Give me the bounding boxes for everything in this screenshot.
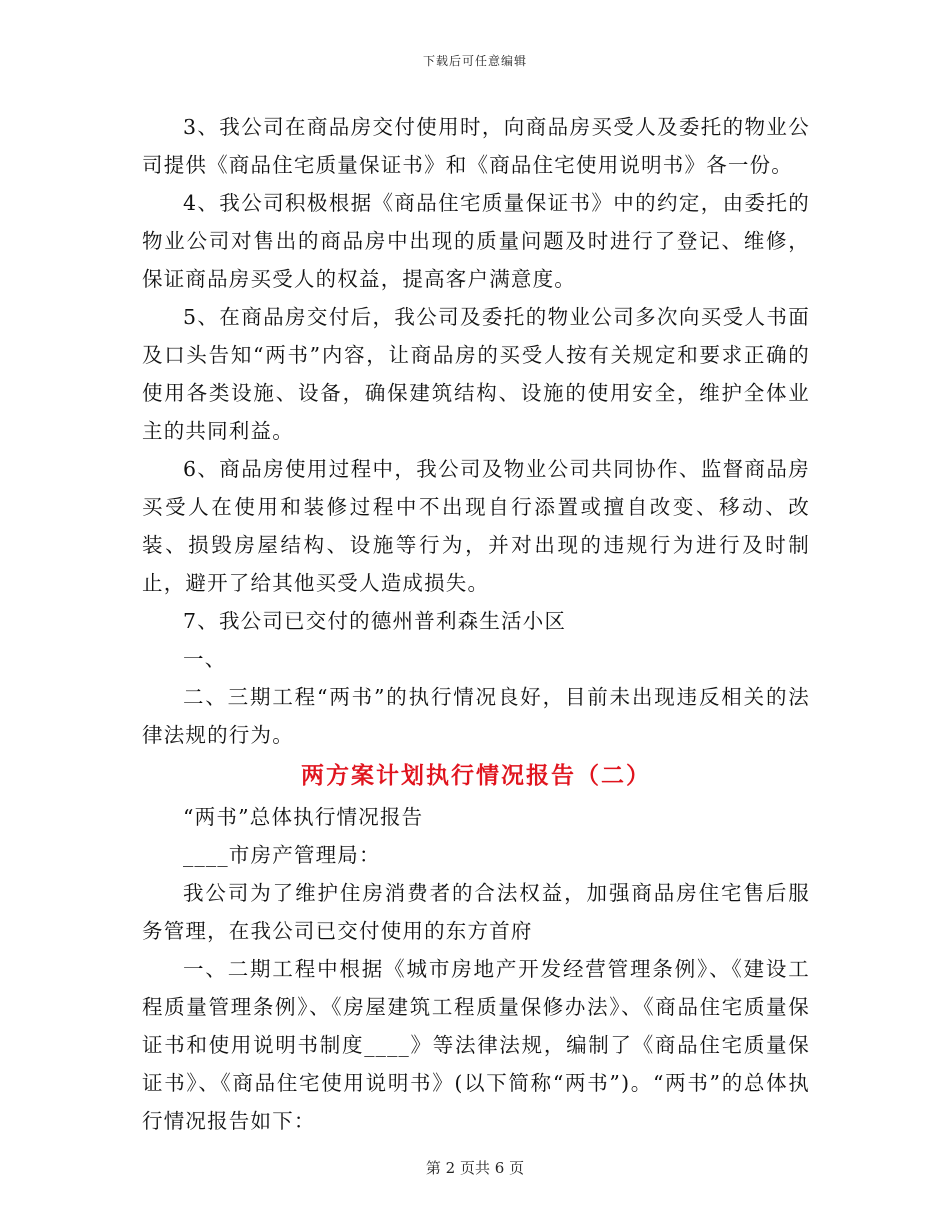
report-intro: 我公司为了维护住房消费者的合法权益，加强商品房住宅售后服务管理，在我公司已交付使用的东方首府: [142, 881, 810, 943]
report-addressee: ____市房产管理局：: [183, 843, 381, 867]
page-header: 下载后可任意编辑: [422, 54, 527, 68]
section-title: 两方案计划执行情况报告（二）: [301, 762, 651, 789]
paragraph-section-one: 一、: [183, 647, 227, 671]
report-body: 一、二期工程中根据《城市房地产开发经营管理条例》、《建设工程质量管理条例》、《房屋建筑工程质量保修办法》、《商品住宅质量保证书和使用说明书制度____》等法律法规，编制了《商品住宅质量保证书》、《商品住宅使用说明书》(以下简称“两书”)。“两书”的总体执行情况报告如下：: [142, 957, 810, 1133]
paragraph-section-two: 二、三期工程“两书”的执行情况良好，目前未出现违反相关的法律法规的行为。: [142, 685, 810, 747]
page-footer: 第 2 页共 6 页: [425, 1159, 525, 1177]
paragraph-item-3: 3、我公司在商品房交付使用时，向商品房买受人及委托的物业公司提供《商品住宅质量保证书》和《商品住宅使用说明书》各一份。: [142, 115, 810, 177]
report-subtitle: “两书”总体执行情况报告: [183, 805, 424, 829]
paragraph-item-7: 7、我公司已交付的德州普利森生活小区: [183, 609, 567, 633]
paragraph-item-4: 4、我公司积极根据《商品住宅质量保证书》中的约定，由委托的物业公司对售出的商品房中出现的质量问题及时进行了登记、维修，保证商品房买受人的权益，提高客户满意度。: [142, 191, 810, 291]
paragraph-item-5: 5、在商品房交付后，我公司及委托的物业公司多次向买受人书面及口头告知“两书”内容，让商品房的买受人按有关规定和要求正确的使用各类设施、设备，确保建筑结构、设施的使用安全，维护全体业主的共同利益。: [142, 305, 810, 443]
document-body: [142, 108, 810, 1140]
paragraph-item-6: 6、商品房使用过程中，我公司及物业公司共同协作、监督商品房买受人在使用和装修过程中不出现自行添置或擅自改变、移动、改装、损毁房屋结构、设施等行为，并对出现的违规行为进行及时制止，避开了给其他买受人造成损失。: [142, 457, 810, 595]
